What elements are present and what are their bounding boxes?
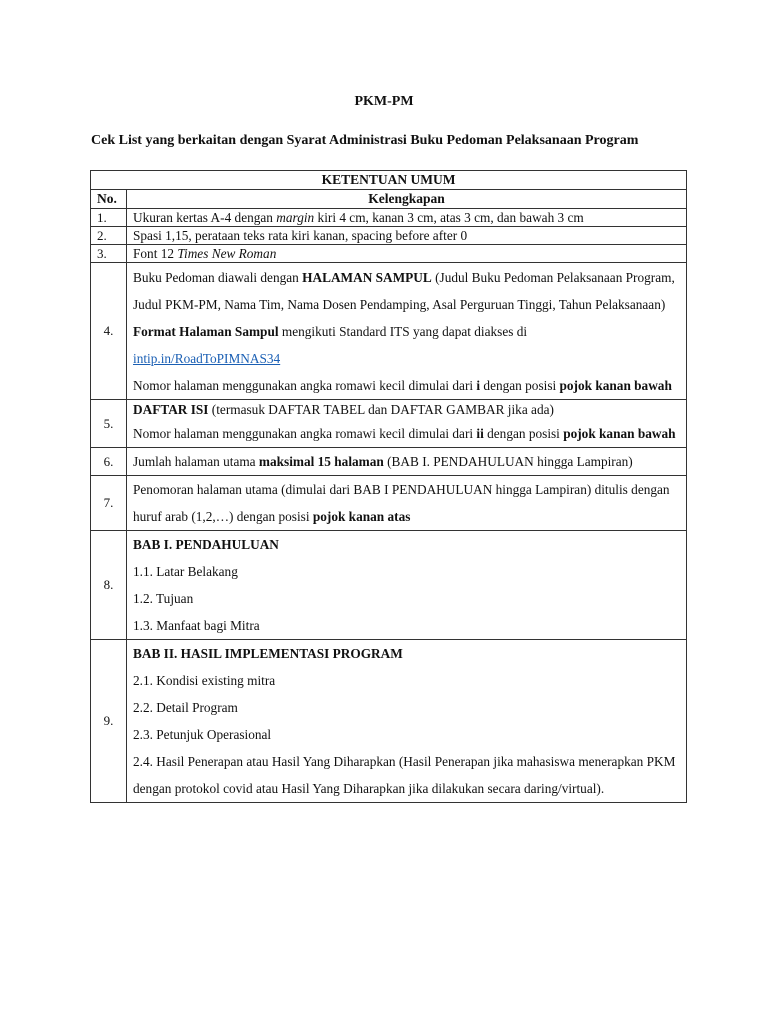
row-text-bold: pojok kanan atas — [312, 509, 411, 524]
row-text-bold: DAFTAR ISI — [133, 402, 209, 417]
list-item: 1.2. Tujuan — [133, 591, 194, 606]
column-header-row — [91, 190, 687, 209]
row-paragraph — [133, 400, 680, 420]
row-number: 7. — [91, 476, 127, 531]
row-text-italic: Times New Roman — [177, 246, 277, 261]
row-number: 5. — [91, 400, 127, 448]
row-number: 4. — [91, 263, 127, 400]
row-content — [127, 245, 687, 263]
column-header-no: No. — [91, 190, 127, 209]
table-row — [91, 448, 687, 476]
row-number: 1. — [91, 209, 127, 227]
row-text: kiri 4 cm, kanan 3 cm, atas 3 cm, dan bawah 3 cm — [314, 210, 584, 225]
row-text-bold: i — [476, 378, 481, 393]
row-paragraph — [133, 264, 680, 318]
row-number: 6. — [91, 448, 127, 476]
row-text: mengikuti Standard ITS yang dapat diakses di — [278, 324, 528, 339]
row-content — [127, 476, 687, 531]
row-content — [127, 640, 687, 803]
row-content — [127, 448, 687, 476]
row-text: (BAB I. PENDAHULUAN hingga Lampiran) — [383, 454, 633, 469]
row-content — [127, 400, 687, 448]
row-text: Nomor halaman menggunakan angka romawi kecil dimulai dari — [133, 426, 477, 441]
page-title: PKM-PM — [354, 94, 414, 109]
list-item: 2.3. Petunjuk Operasional — [133, 727, 272, 742]
row-content — [127, 531, 687, 640]
row-text-bold: HALAMAN SAMPUL — [302, 270, 432, 285]
row-number: 2. — [91, 227, 127, 245]
row-text: (termasuk DAFTAR TABEL dan DAFTAR GAMBAR jika ada) — [208, 402, 554, 417]
row-text-bold: pojok kanan bawah — [563, 426, 676, 441]
row-text: Ukuran kertas A-4 dengan — [133, 210, 277, 225]
row-text: (Judul Buku Pedoman Pelaksanaan Program, Judul PKM-PM, Nama Tim, Nama Dosen Pendamping, Asal Perguruan Tinggi, Tahun Pelaksanaan) — [133, 270, 675, 312]
section-header-row — [91, 171, 687, 190]
table-row — [91, 400, 687, 448]
table-row — [91, 263, 687, 400]
section-header: KETENTUAN UMUM — [91, 171, 687, 190]
row-content — [127, 263, 687, 400]
row-text: Nomor halaman menggunakan angka romawi kecil dimulai dari — [133, 378, 477, 393]
section-heading: BAB I. PENDAHULUAN — [133, 537, 279, 552]
row-text: Buku Pedoman diawali dengan — [133, 270, 303, 285]
row-paragraph — [133, 420, 680, 447]
row-text: Spasi 1,15, perataan teks rata kiri kanan, spacing before after 0 — [133, 228, 468, 243]
row-number: 8. — [91, 531, 127, 640]
row-number: 9. — [91, 640, 127, 803]
section-heading: BAB II. HASIL IMPLEMENTASI PROGRAM — [133, 646, 403, 661]
table-row — [91, 227, 687, 245]
list-item: 1.3. Manfaat bagi Mitra — [133, 618, 260, 633]
row-text: Penomoran halaman utama (dimulai dari BAB I PENDAHULUAN hingga Lampiran) ditulis dengan huruf arab (1,2,…) dengan posisi — [133, 482, 670, 524]
table-row — [91, 531, 687, 640]
row-text-italic: margin — [276, 210, 315, 225]
list-item: 2.1. Kondisi existing mitra — [133, 673, 276, 688]
row-paragraph — [133, 448, 680, 475]
row-text: Jumlah halaman utama — [133, 454, 259, 469]
row-content — [127, 209, 687, 227]
table-row — [91, 209, 687, 227]
table-row — [91, 245, 687, 263]
list-item: 2.2. Detail Program — [133, 700, 238, 715]
pimnas-link[interactable]: intip.in/RoadToPIMNAS34 — [133, 351, 281, 366]
row-paragraph — [133, 372, 680, 399]
row-content — [127, 227, 687, 245]
checklist-subtitle: Cek List yang berkaitan dengan Syarat Administrasi Buku Pedoman Pelaksanaan Program — [91, 133, 639, 148]
table-row — [91, 640, 687, 803]
row-paragraph — [133, 476, 680, 530]
row-text: Font 12 — [133, 246, 178, 261]
list-item: 2.4. Hasil Penerapan atau Hasil Yang Diharapkan (Hasil Penerapan jika mahasiswa menerapkan PKM dengan protokol covid atau Hasil Yang Diharapkan jika dilakukan secara daring/virtual). — [133, 754, 676, 796]
table-row — [91, 476, 687, 531]
row-text-bold: pojok kanan bawah — [559, 378, 672, 393]
row-text-bold: maksimal 15 halaman — [258, 454, 384, 469]
row-text: dengan posisi — [483, 426, 564, 441]
row-paragraph — [133, 318, 680, 372]
column-header-kelengkapan: Kelengkapan — [127, 190, 687, 209]
list-item: 1.1. Latar Belakang — [133, 564, 238, 579]
row-text-bold: Format Halaman Sampul — [133, 324, 279, 339]
row-number: 3. — [91, 245, 127, 263]
row-text: dengan posisi — [480, 378, 560, 393]
checklist-table — [90, 170, 687, 803]
row-text-bold: ii — [476, 426, 484, 441]
